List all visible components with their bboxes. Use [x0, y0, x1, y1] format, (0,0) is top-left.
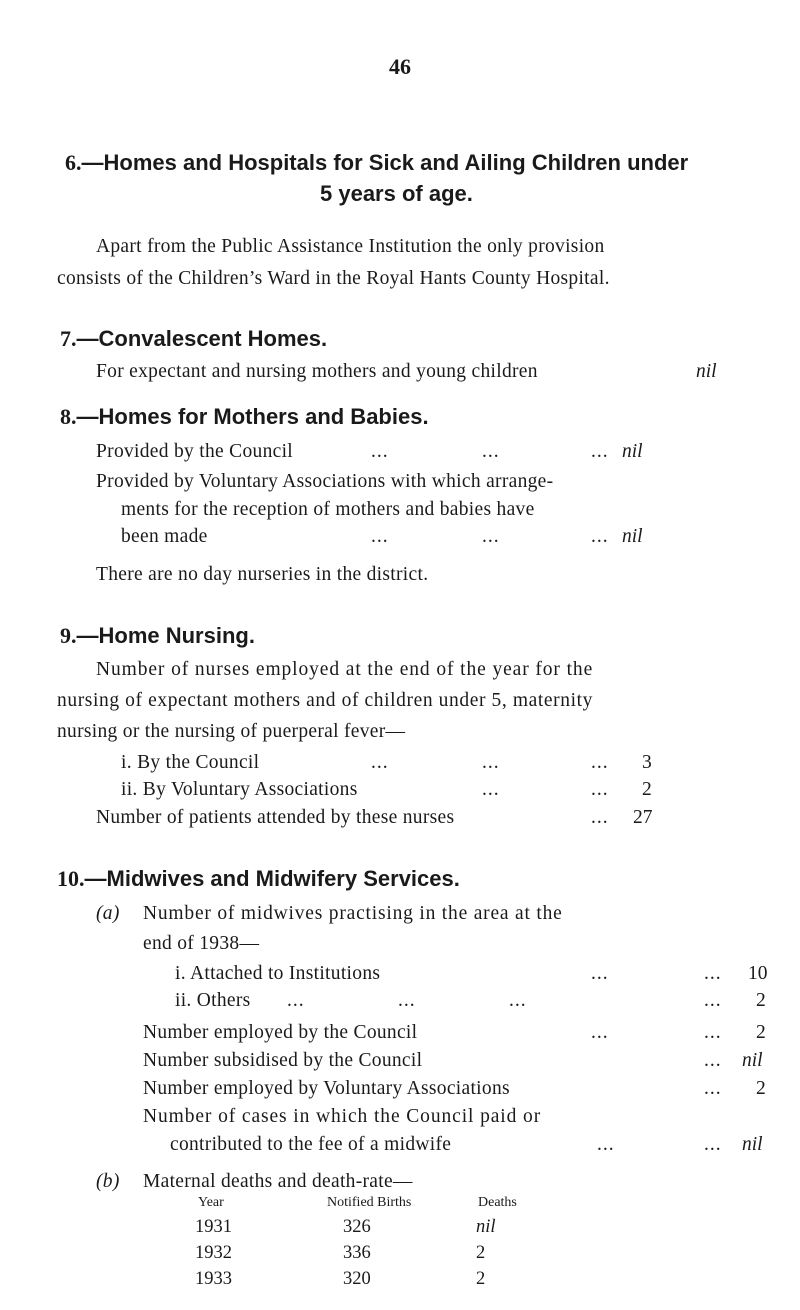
section-8-value1: nil	[622, 441, 643, 462]
section-8-number: 8.	[60, 404, 77, 429]
section-10-title	[57, 866, 460, 892]
section-7-number: 7.	[60, 326, 77, 351]
section-6-body-line1: Apart from the Public Assistance Institution the only provision	[96, 236, 605, 257]
section-8-line2b: ments for the reception of mothers and babies have	[121, 499, 535, 520]
section-9-value2: 2	[642, 779, 652, 800]
section-10-voluntary-value: 2	[756, 1078, 766, 1099]
table-header-births: Notified Births	[327, 1195, 412, 1210]
section-10-subsidised-value: nil	[742, 1050, 763, 1071]
section-10-title-text: —Midwives and Midwifery Services.	[84, 866, 460, 891]
section-6-title	[65, 150, 688, 176]
section-10a-dots1b: ...	[704, 963, 722, 984]
section-6-body-line2: consists of the Children’s Ward in the Royal Hants County Hospital.	[57, 268, 610, 289]
section-10a-dots2b: ...	[398, 990, 416, 1011]
section-8-title-text: —Homes for Mothers and Babies.	[76, 404, 429, 429]
section-9-body-line2: nursing of expectant mothers and of children under 5, maternity	[57, 690, 593, 711]
section-10-dots6a: ...	[597, 1134, 615, 1155]
table-cell-year: 1931	[195, 1217, 232, 1237]
section-9-value1: 3	[642, 752, 652, 773]
section-10b-line: Maternal deaths and death-rate—	[143, 1171, 413, 1192]
section-8-line2c: been made	[121, 526, 208, 547]
table-cell-births: 336	[343, 1243, 371, 1263]
table-header-deaths: Deaths	[478, 1195, 517, 1210]
section-8-dots1a: ...	[371, 441, 389, 462]
section-10a-dots2c: ...	[509, 990, 527, 1011]
section-10-subsidised: Number subsidised by the Council	[143, 1050, 423, 1071]
section-8-line2a: Provided by Voluntary Associations with which arrange-	[96, 471, 554, 492]
section-9-item1: i. By the Council	[121, 752, 260, 773]
section-10a-item1: i. Attached to Institutions	[175, 963, 381, 984]
section-7-title-text: —Convalescent Homes.	[76, 326, 328, 351]
section-9-title-text: —Home Nursing.	[76, 623, 255, 648]
section-8-line1: Provided by the Council	[96, 441, 294, 462]
section-10-dots4: ...	[704, 1050, 722, 1071]
table-cell-births: 326	[343, 1217, 371, 1237]
section-8-title	[60, 404, 429, 430]
section-9-item2: ii. By Voluntary Associations	[121, 779, 358, 800]
section-6-title-line1: —Homes and Hospitals for Sick and Ailing Children under	[81, 150, 689, 175]
section-10a-line2: end of 1938—	[143, 933, 260, 954]
section-10a-item2: ii. Others	[175, 990, 251, 1011]
section-8-value2: nil	[622, 526, 643, 547]
section-9-body-line3: nursing or the nursing of puerperal fever—	[57, 721, 406, 742]
section-10-dots3a: ...	[591, 1022, 609, 1043]
section-9-dots1c: ...	[591, 752, 609, 773]
section-9-patients: Number of patients attended by these nurses	[96, 807, 455, 828]
section-10a-value2: 2	[756, 990, 766, 1011]
table-cell-year: 1933	[195, 1269, 232, 1289]
section-10-dots5: ...	[704, 1078, 722, 1099]
section-8-dots2a: ...	[371, 526, 389, 547]
section-9-body-line1: Number of nurses employed at the end of the year for the	[96, 659, 594, 680]
section-10a-value1: 10	[748, 963, 768, 984]
section-10a-dots2a: ...	[287, 990, 305, 1011]
section-8-dots2c: ...	[591, 526, 609, 547]
section-10-number: 10.	[57, 866, 85, 891]
section-7-value: nil	[696, 361, 717, 382]
section-10a-dots2d: ...	[704, 990, 722, 1011]
section-10-employed-value: 2	[756, 1022, 766, 1043]
table-cell-deaths: nil	[476, 1217, 496, 1237]
section-10-dots6b: ...	[704, 1134, 722, 1155]
section-8-dots1b: ...	[482, 441, 500, 462]
section-9-number: 9.	[60, 623, 77, 648]
section-7-line: For expectant and nursing mothers and young children	[96, 361, 538, 382]
section-10a-dots1a: ...	[591, 963, 609, 984]
section-9-dots1a: ...	[371, 752, 389, 773]
section-6-number: 6.	[65, 150, 82, 175]
table-cell-deaths: 2	[476, 1243, 486, 1263]
section-9-dots2b: ...	[591, 779, 609, 800]
section-9-dots2a: ...	[482, 779, 500, 800]
section-8-dots2b: ...	[482, 526, 500, 547]
section-8-line3: There are no day nurseries in the district.	[96, 564, 429, 585]
section-9-dots3: ...	[591, 807, 609, 828]
section-10a-label: (a)	[96, 903, 120, 924]
section-9-title	[60, 623, 255, 649]
section-10-cases-line1: Number of cases in which the Council paid or	[143, 1106, 542, 1127]
section-10-cases-line2: contributed to the fee of a midwife	[170, 1134, 452, 1155]
section-10-employed: Number employed by the Council	[143, 1022, 418, 1043]
section-7-title	[60, 326, 327, 352]
section-10b-label: (b)	[96, 1171, 120, 1192]
section-10-voluntary: Number employed by Voluntary Associations	[143, 1078, 510, 1099]
section-9-patients-value: 27	[633, 807, 653, 828]
section-9-dots1b: ...	[482, 752, 500, 773]
page-number: 46	[389, 54, 411, 79]
table-cell-deaths: 2	[476, 1269, 486, 1289]
section-10a-line1: Number of midwives practising in the area at the	[143, 903, 563, 924]
table-header-year: Year	[198, 1195, 224, 1210]
section-10-cases-value: nil	[742, 1134, 763, 1155]
section-10-dots3b: ...	[704, 1022, 722, 1043]
section-6-title-line2: 5 years of age.	[320, 181, 473, 206]
table-cell-year: 1932	[195, 1243, 232, 1263]
table-cell-births: 320	[343, 1269, 371, 1289]
section-8-dots1c: ...	[591, 441, 609, 462]
